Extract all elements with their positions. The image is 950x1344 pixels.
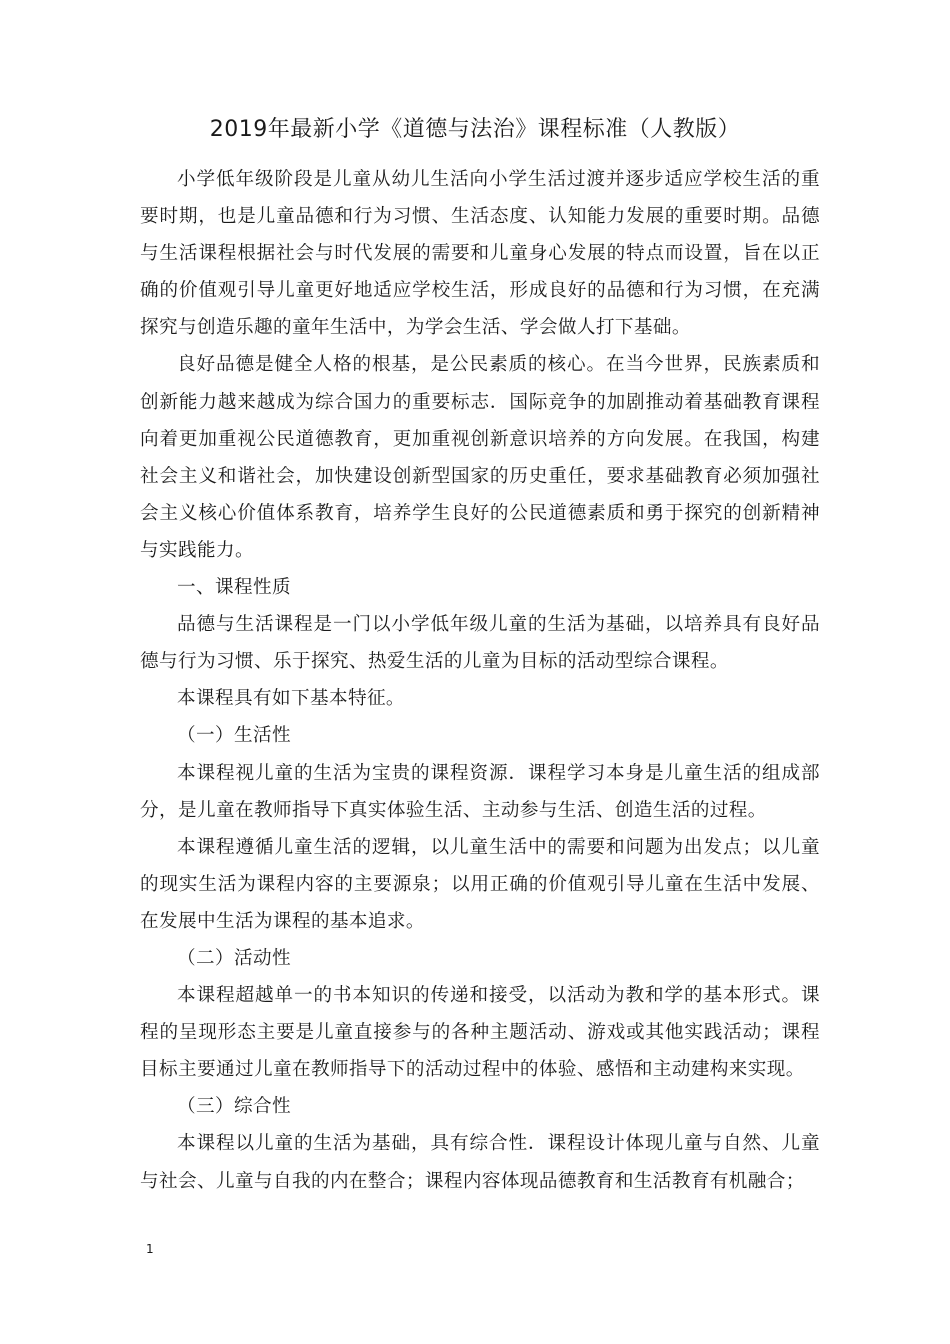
paragraph-life-1: 本课程视儿童的生活为宝贵的课程资源．课程学习本身是儿童生活的组成部分，是儿童在教师指导下真实体验生活、主动参与生活、创造生活的过程。 <box>140 762 820 821</box>
paragraph-activity: 本课程超越单一的书本知识的传递和接受，以活动为教和学的基本形式。课程的呈现形态主要是儿童直接参与的各种主题活动、游戏或其他实践活动；课程目标主要通过儿童在教师指导下的活动过程中的体验、感悟和主动建构来实现。 <box>140 985 820 1081</box>
document-body <box>140 161 820 1200</box>
subheading-comprehensive: （三）综合性 <box>177 1096 291 1118</box>
paragraph-life-2: 本课程遵循儿童生活的逻辑，以儿童生活中的需要和问题为出发点；以儿童的现实生活为课程内容的主要源泉；以用正确的价值观引导儿童在生活中发展、在发展中生活为课程的基本追求。 <box>140 836 820 932</box>
paragraph-features-intro: 本课程具有如下基本特征。 <box>177 688 405 710</box>
page-number: 1 <box>146 1242 154 1256</box>
paragraph-course-nature: 品德与生活课程是一门以小学低年级儿童的生活为基础，以培养具有良好品德与行为习惯、乐于探究、热爱生活的儿童为目标的活动型综合课程。 <box>140 614 820 673</box>
subheading-activity: （二）活动性 <box>177 947 291 969</box>
section-heading-course-nature: 一、课程性质 <box>177 577 291 599</box>
paragraph-comprehensive: 本课程以儿童的生活为基础，具有综合性．课程设计体现儿童与自然、儿童与社会、儿童与自我的内在整合；课程内容体现品德教育和生活教育有机融合； <box>140 1133 820 1192</box>
paragraph-intro-1: 小学低年级阶段是儿童从幼儿生活向小学生活过渡并逐步适应学校生活的重要时期，也是儿童品德和行为习惯、生活态度、认知能力发展的重要时期。品德与生活课程根据社会与时代发展的需要和儿童身心发展的特点而设置，旨在以正确的价值观引导儿童更好地适应学校生活，形成良好的品德和行为习惯，在充满探究与创造乐趣的童年生活中，为学会生活、学会做人打下基础。 <box>140 169 820 339</box>
subheading-life: （一）生活性 <box>177 725 291 747</box>
document-title: 2019年最新小学《道德与法治》课程标准（人教版） <box>209 117 741 142</box>
paragraph-intro-2: 良好品德是健全人格的根基，是公民素质的核心。在当今世界，民族素质和创新能力越来越成为综合国力的重要标志．国际竞争的加剧推动着基础教育课程向着更加重视公民道德教育，更加重视创新意识培养的方向发展。在我国，构建社会主义和谐社会，加快建设创新型国家的历史重任，要求基础教育必须加强社会主义核心价值体系教育，培养学生良好的公民道德素质和勇于探究的创新精神与实践能力。 <box>140 354 820 561</box>
